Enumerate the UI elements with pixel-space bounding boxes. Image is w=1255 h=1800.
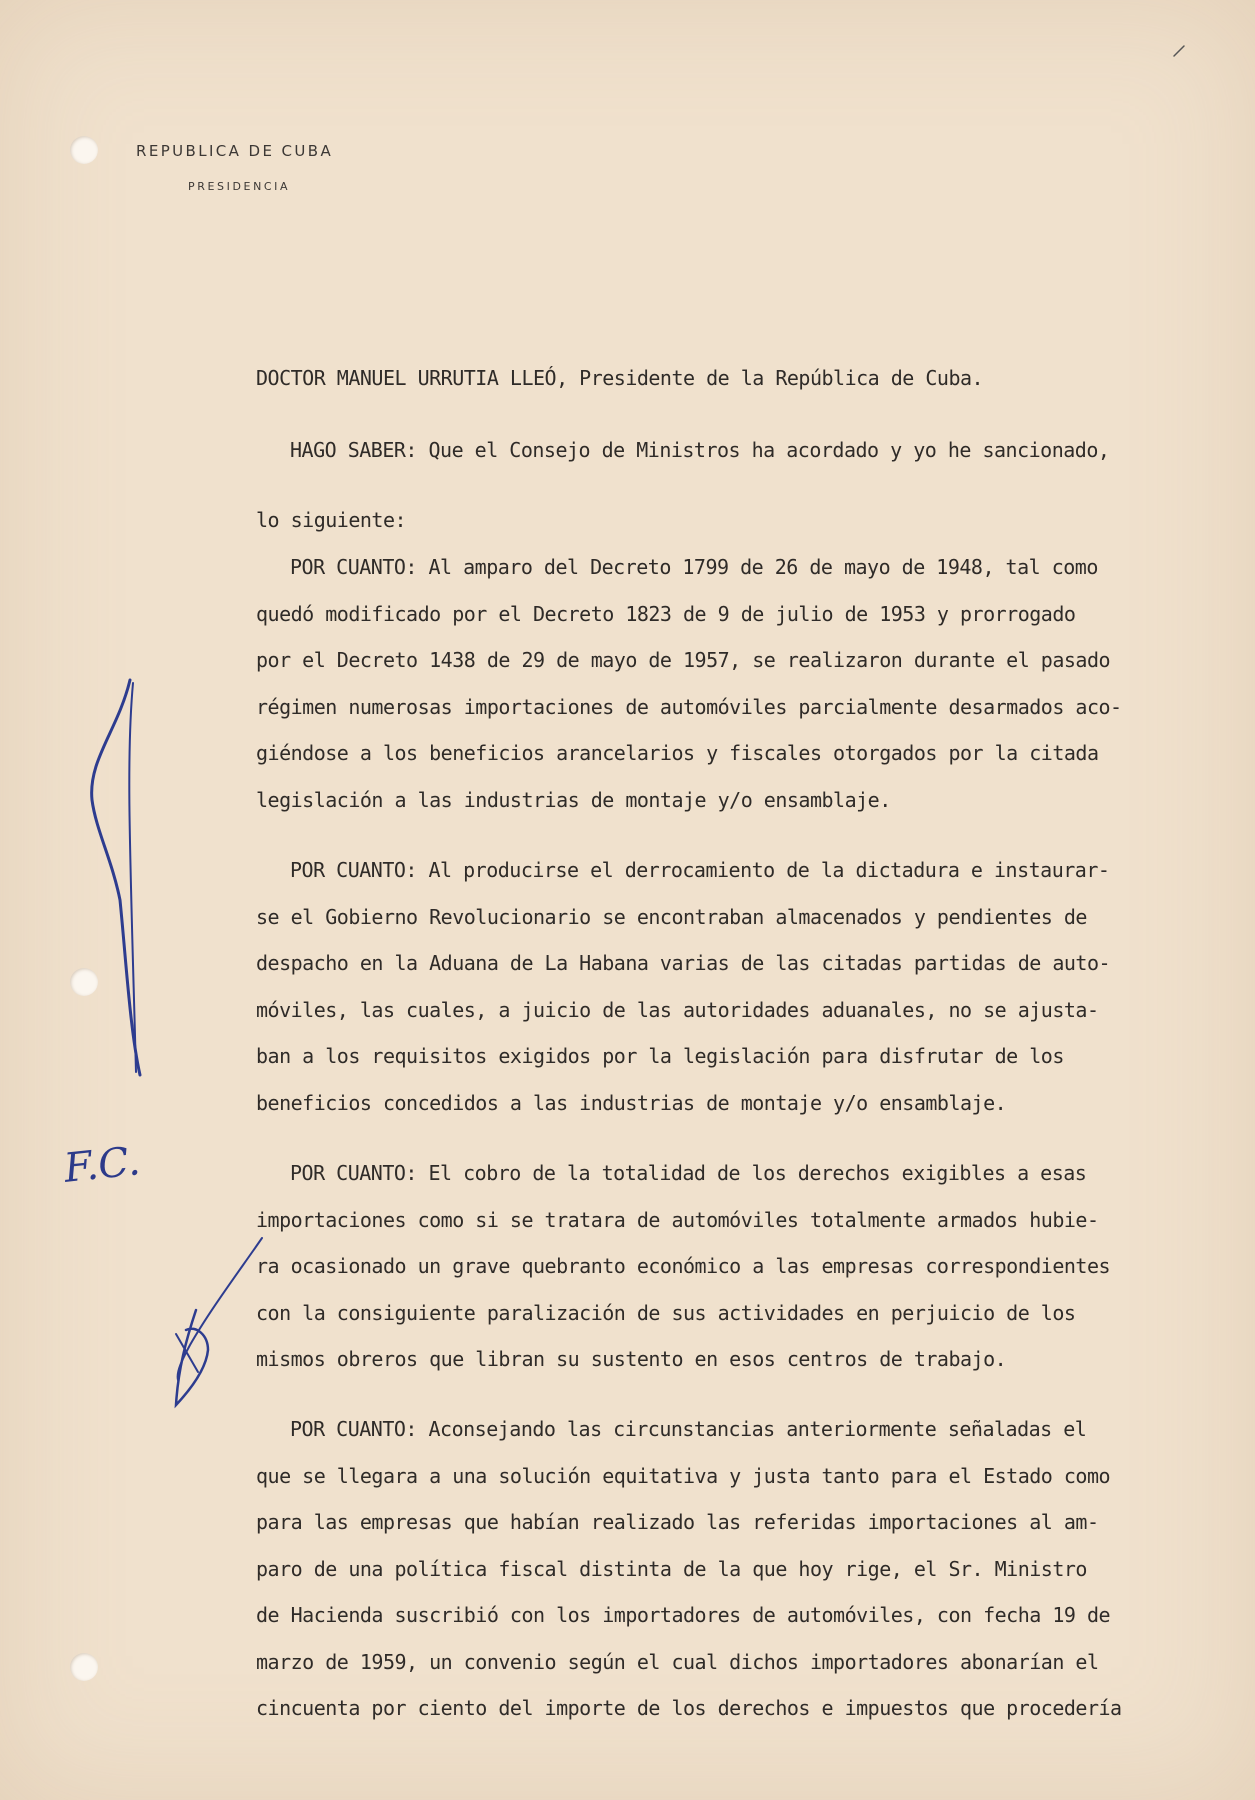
- letterhead-title: REPUBLICA DE CUBA: [136, 142, 334, 160]
- body-line: paro de una política fiscal distinta de la que hoy rige, el Sr. Ministro: [256, 1557, 1087, 1581]
- body-line: legislación a las industrias de montaje y/o ensamblaje.: [256, 788, 891, 812]
- body-line: se el Gobierno Revolucionario se encontraban almacenados y pendientes de: [256, 905, 1087, 929]
- margin-mark-stroke: [92, 680, 140, 1075]
- body-line: DOCTOR MANUEL URRUTIA LLEÓ, Presidente de la República de Cuba.: [256, 366, 984, 390]
- body-line: mismos obreros que libran su sustento en esos centros de trabajo.: [256, 1347, 1007, 1371]
- body-line: móviles, las cuales, a juicio de las autoridades aduanales, no se ajusta-: [256, 998, 1099, 1022]
- body-line: régimen numerosas importaciones de automóviles parcialmente desarmados aco-: [256, 695, 1122, 719]
- approval-mark-stroke: [176, 1334, 198, 1372]
- margin-mark-stroke: [129, 683, 136, 1072]
- punch-hole-top: [70, 136, 98, 164]
- body-line: ban a los requisitos exigidos por la legislación para disfrutar de los: [256, 1044, 1064, 1068]
- body-line: importaciones como si se tratara de automóviles totalmente armados hubie-: [256, 1208, 1099, 1232]
- letterhead-subtitle: PRESIDENCIA: [188, 180, 291, 193]
- body-line: quedó modificado por el Decreto 1823 de 9 de julio de 1953 y prorrogado: [256, 602, 1076, 626]
- body-line: POR CUANTO: Aconsejando las circunstancias anteriormente señaladas el: [290, 1417, 1087, 1441]
- punch-hole-middle: [70, 968, 98, 996]
- handwritten-initials: F.C.: [61, 1138, 143, 1192]
- body-line: beneficios concedidos a las industrias de montaje y/o ensamblaje.: [256, 1091, 1007, 1115]
- body-line: POR CUANTO: El cobro de la totalidad de los derechos exigibles a esas: [290, 1161, 1087, 1185]
- body-line: HAGO SABER: Que el Consejo de Ministros ha acordado y yo he sancionado,: [290, 438, 1110, 462]
- body-line: para las empresas que habían realizado las referidas importaciones al am-: [256, 1510, 1099, 1534]
- body-line: POR CUANTO: Al producirse el derrocamiento de la dictadura e instaurar-: [290, 858, 1110, 882]
- body-line: con la consiguiente paralización de sus actividades en perjuicio de los: [256, 1301, 1076, 1325]
- body-line: despacho en la Aduana de La Habana varias de las citadas partidas de auto-: [256, 951, 1111, 975]
- body-line: por el Decreto 1438 de 29 de mayo de 1957, se realizaron durante el pasado: [256, 648, 1111, 672]
- body-line: ra ocasionado un grave quebranto económico a las empresas correspondientes: [256, 1254, 1111, 1278]
- approval-mark-stroke: [176, 1310, 208, 1405]
- body-line: giéndose a los beneficios arancelarios y fiscales otorgados por la citada: [256, 741, 1099, 765]
- punch-hole-bottom: [70, 1653, 98, 1681]
- checkmark-stroke: [1174, 46, 1184, 56]
- body-line: POR CUANTO: Al amparo del Decreto 1799 de 26 de mayo de 1948, tal como: [290, 555, 1098, 579]
- body-line: cincuenta por ciento del importe de los derechos e impuestos que procedería: [256, 1696, 1122, 1720]
- body-line: de Hacienda suscribió con los importadores de automóviles, con fecha 19 de: [256, 1603, 1111, 1627]
- approval-mark-stroke: [178, 1238, 262, 1380]
- body-line: marzo de 1959, un convenio según el cual dichos importadores abonarían el: [256, 1650, 1099, 1674]
- body-line: que se llegara a una solución equitativa y justa tanto para el Estado como: [256, 1464, 1111, 1488]
- body-line: lo siguiente:: [256, 508, 407, 532]
